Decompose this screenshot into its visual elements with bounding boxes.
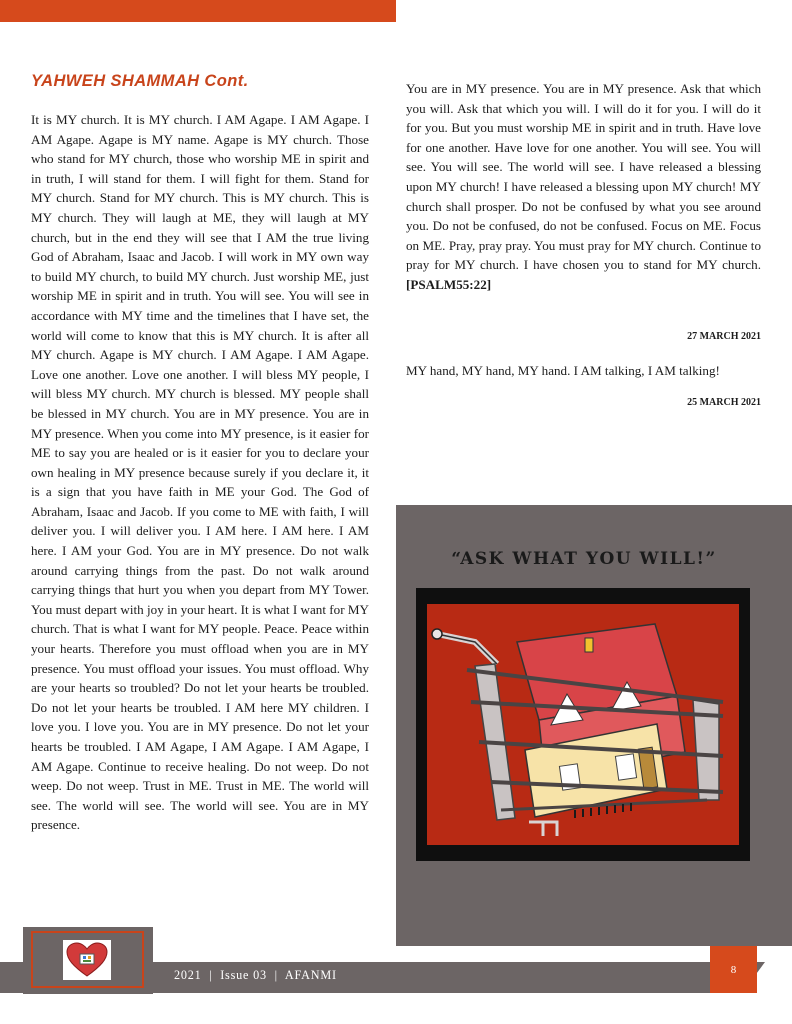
article-left-column bbox=[31, 110, 369, 835]
heart-logo-icon bbox=[63, 940, 111, 980]
second-message: MY hand, MY hand, MY hand. I AM talking, I AM talking! bbox=[406, 363, 720, 378]
page-number: 8 bbox=[730, 964, 737, 976]
top-accent-bar bbox=[0, 0, 396, 22]
page-number-box bbox=[710, 946, 757, 993]
article-body-left: It is MY church. It is MY church. I AM Agape. I AM Agape. I AM Agape. Agape is MY name. Agape is MY church. Those who stand for MY church, those who worship ME in spirit and in truth, I will stand for them. I will fight for them. Stand for MY church. Stand for MY church. This is MY church. This is MY church. They will laugh at ME, they will laugh at MY church, but in the end they will see that I AM the true living God of Abraham, Isaac and Jacob. I will work in MY own way to build MY church, to build MY church. Just worship ME, just worship ME in spirit and in truth. You will see. You will see in accordance with MY time and the timelines that I have set, the world will come to know that this is MY church. It is after all MY church. Agape is MY church. I AM Agape. I AM Agape. Love one another. Love one another. I will bless MY people, I will bless MY church. MY church is blessed. MY people shall be blessed in MY church. You are in MY presence. You are in MY presence. When you come into MY presence, is it easier for ME to say you are healed or is it easier for you to declare your own healing in MY presence because surely if you declare it, it is a sign that you have faith in ME your God. The God of Abraham, Isaac and Jacob. If you come to ME with faith, I will deliver you. I will deliver you. I AM here. I AM here. I AM here. I AM your God. You are in MY presence. Do not walk around carrying things from the past. Do not walk around carrying things that hurt you when you depart from MY Tower. You must depart with joy in your heart. It is what I want for MY church. That is what I want for MY people. Peace. Peace within your hearts. Therefore you must offload when you are in MY presence. You must offload your issues. You must offload. Why are your hearts so troubled? Do not let your hearts be troubled. Do not let your hearts be troubled. I AM here MY children. I love you. I love you. You are in MY presence. Do not let your hearts be troubled. I AM Agape, I AM Agape. I AM Agape, I AM Agape. Continue to receive healing. Do not weep. Do not weep. Do not weep. Trust in ME. Trust in ME. The world will see. The world will see. The world will see. You are in MY presence. bbox=[31, 112, 369, 833]
article-heading: YAHWEH SHAMMAH Cont. bbox=[31, 72, 249, 90]
footer-issue-line: 2021 | Issue 03 | AFANMI bbox=[174, 968, 337, 982]
artwork-title: “ASK WHAT YOU WILL!” bbox=[451, 549, 717, 569]
artwork-panel bbox=[396, 505, 792, 946]
house-in-cart-illustration bbox=[427, 604, 739, 845]
message-date-2: 25 MARCH 2021 bbox=[687, 397, 761, 408]
scripture-reference: [PSALM55:22] bbox=[406, 276, 492, 292]
article-body-right-text: You are in MY presence. You are in MY presence. Ask that which you will. Ask that which you will. I will do it for you. I will do it for you. But you must worship ME in spirit and in truth. Have love for one another. Have love for one another. You will see. You will see. You will see. The world will see. I have released a blessing upon MY church! I have released a blessing upon MY church! MY church shall prosper. Do not be confused by what you see around you. Do not be confused, do not be confused. Focus on ME. Focus on ME. Pray, pray pray. You must pray for MY church. Continue to pray for MY church. I have chosen you to stand for MY church. bbox=[406, 81, 761, 273]
message-date-1: 27 MARCH 2021 bbox=[687, 331, 761, 342]
article-body-right bbox=[406, 79, 761, 295]
article-right-column bbox=[406, 79, 761, 295]
artwork-frame bbox=[416, 588, 750, 861]
